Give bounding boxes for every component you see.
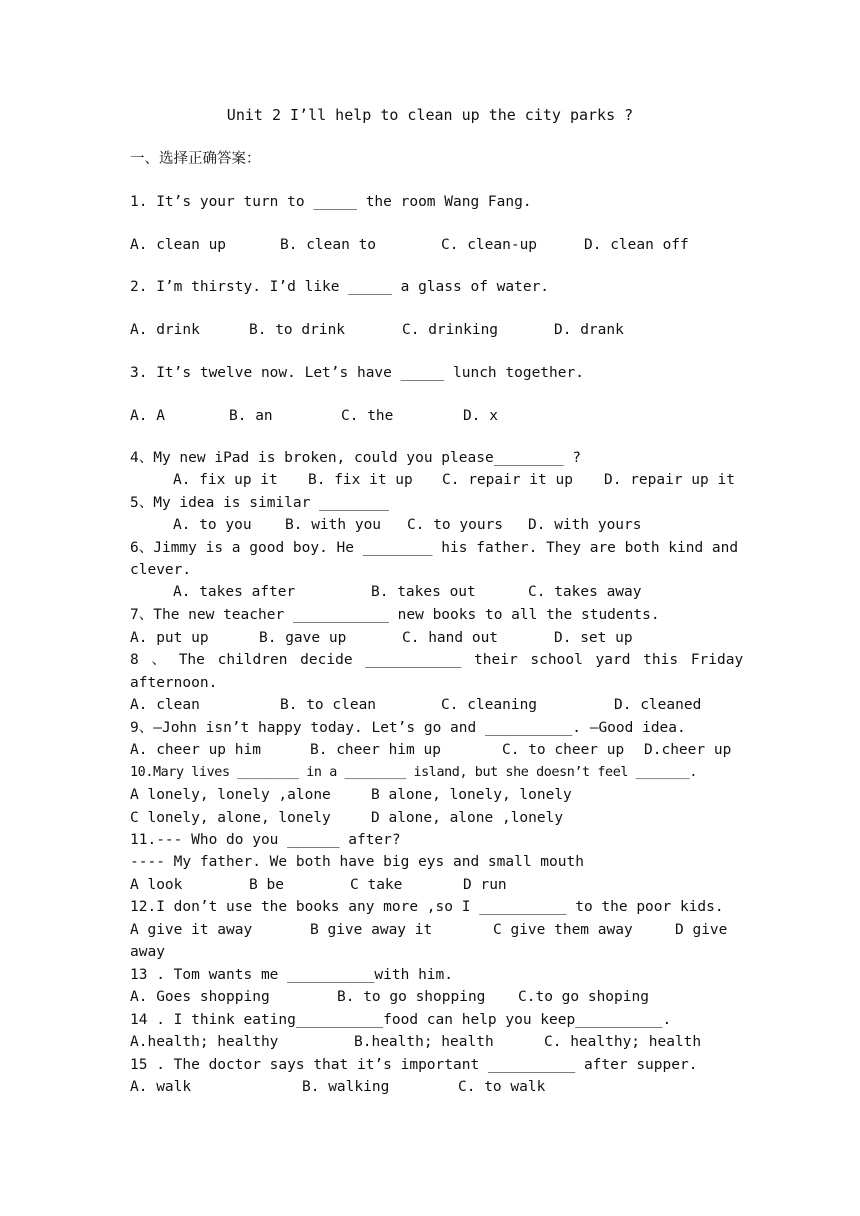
- question-15: 15 . The doctor says that it’s important __________ after supper.: [130, 1057, 698, 1073]
- option-c: C. drinking: [402, 322, 499, 338]
- question-8: 8 、 The children decide ___________ their school yard this Friday: [130, 652, 744, 668]
- option-c: C give them away: [493, 922, 633, 938]
- option-b: B alone, lonely, lonely: [371, 787, 572, 803]
- option-c: C. clean-up: [441, 237, 538, 253]
- option-d: D. repair up it: [604, 472, 735, 488]
- question-11-answer-line: ---- My father. We both have big eys and small mouth: [130, 854, 584, 870]
- question-6-continued: clever.: [130, 562, 192, 578]
- option-c: C. to walk: [458, 1079, 546, 1095]
- option-a: A. fix up it: [173, 472, 278, 488]
- option-c: C. healthy; health: [544, 1034, 702, 1050]
- question-1: 1. It’s your turn to _____ the room Wang Fang.: [130, 194, 532, 210]
- option-a: A. put up: [130, 630, 209, 646]
- option-c: C. hand out: [402, 630, 499, 646]
- option-c: C.to go shoping: [518, 989, 649, 1005]
- option-d: D. cleaned: [614, 697, 702, 713]
- option-b: B.health; health: [354, 1034, 494, 1050]
- question-8-continued: afternoon.: [130, 675, 218, 691]
- question-10: 10.Mary lives ________ in a ________ island, but she doesn’t feel _______.: [130, 765, 697, 780]
- option-b: B. takes out: [371, 584, 476, 600]
- option-b: B be: [249, 877, 284, 893]
- option-a: A.health; healthy: [130, 1034, 279, 1050]
- section-heading: 一、选择正确答案：: [130, 151, 261, 167]
- question-3: 3. It’s twelve now. Let’s have _____ lunch together.: [130, 365, 584, 381]
- question-12-option-d-continued: away: [130, 944, 165, 960]
- question-12: 12.I don’t use the books any more ,so I __________ to the poor kids.: [130, 899, 724, 915]
- option-a: A. clean up: [130, 237, 227, 253]
- option-a: A. takes after: [173, 584, 296, 600]
- option-a: A. clean: [130, 697, 200, 713]
- question-7: 7、The new teacher ___________ new books to all the students.: [130, 607, 660, 623]
- option-a: A. to you: [173, 517, 252, 533]
- question-6: 6、Jimmy is a good boy. He ________ his father. They are both kind and: [130, 540, 739, 556]
- option-c: C. to cheer up: [502, 742, 625, 758]
- page-title: Unit 2 I’ll help to clean up the city parks ?: [226, 106, 634, 124]
- question-11: 11.--- Who do you ______ after?: [130, 832, 401, 848]
- option-b: B. clean to: [280, 237, 377, 253]
- option-c: C take: [350, 877, 403, 893]
- option-a: A look: [130, 877, 183, 893]
- option-c: C lonely, alone, lonely: [130, 810, 331, 826]
- option-b: B. gave up: [259, 630, 347, 646]
- option-b: B. to go shopping: [337, 989, 486, 1005]
- option-c: C. the: [341, 408, 394, 424]
- option-d: D. with yours: [528, 517, 642, 533]
- option-a: A give it away: [130, 922, 253, 938]
- option-d: D alone, alone ,lonely: [371, 810, 564, 826]
- option-c: C. cleaning: [441, 697, 538, 713]
- option-b: B. fix it up: [308, 472, 413, 488]
- question-5: 5、My idea is similar ________: [130, 495, 389, 511]
- option-a: A. drink: [130, 322, 200, 338]
- option-d: D give: [675, 922, 728, 938]
- option-d: D. x: [463, 408, 498, 424]
- option-d: D. set up: [554, 630, 633, 646]
- option-b: B. cheer him up: [310, 742, 441, 758]
- option-a: A. walk: [130, 1079, 192, 1095]
- question-2: 2. I’m thirsty. I’d like _____ a glass of water.: [130, 279, 550, 295]
- option-d: D. clean off: [584, 237, 689, 253]
- option-b: B. walking: [302, 1079, 390, 1095]
- question-9: 9、—John isn’t happy today. Let’s go and __________. —Good idea.: [130, 720, 686, 736]
- option-b: B. an: [229, 408, 273, 424]
- option-c: C. repair it up: [442, 472, 573, 488]
- option-a: A. A: [130, 408, 165, 424]
- option-d: D run: [463, 877, 507, 893]
- option-a: A. cheer up him: [130, 742, 261, 758]
- option-c: C. to yours: [407, 517, 504, 533]
- option-c: C. takes away: [528, 584, 642, 600]
- option-d: D.cheer up: [644, 742, 732, 758]
- option-a: A lonely, lonely ,alone: [130, 787, 331, 803]
- option-b: B give away it: [310, 922, 433, 938]
- option-d: D. drank: [554, 322, 624, 338]
- question-14: 14 . I think eating__________food can help you keep__________.: [130, 1012, 672, 1028]
- option-a: A. Goes shopping: [130, 989, 270, 1005]
- question-4: 4、My new iPad is broken, could you please________ ?: [130, 450, 581, 466]
- question-13: 13 . Tom wants me __________with him.: [130, 967, 454, 983]
- option-b: B. with you: [285, 517, 382, 533]
- option-b: B. to drink: [249, 322, 346, 338]
- option-b: B. to clean: [280, 697, 377, 713]
